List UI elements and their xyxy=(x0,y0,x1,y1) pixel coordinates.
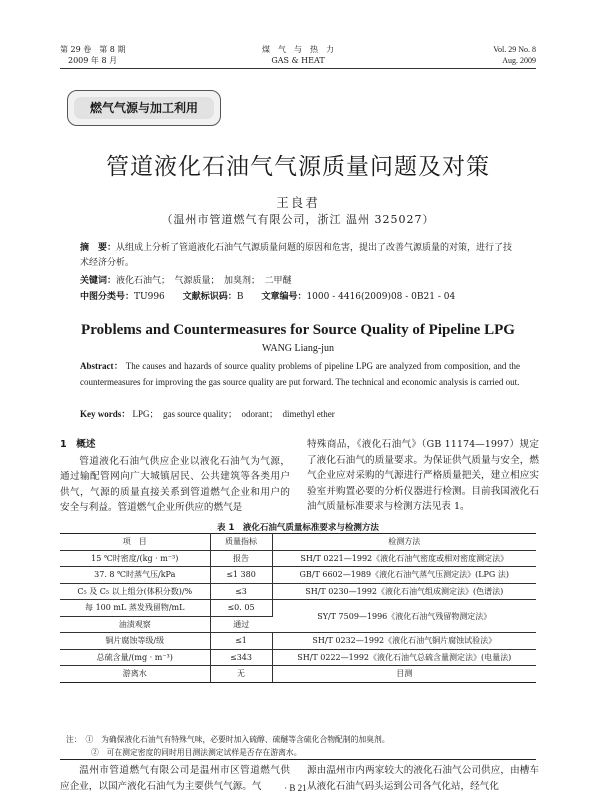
table-header-cell: 项 目 xyxy=(60,534,210,551)
table-cell: SH/T 0222—1992《液化石油气总硫含量测定法》(电量法) xyxy=(272,649,536,666)
table-cell: 目测 xyxy=(272,666,536,683)
table-cell: C₅ 及 C₅ 以上组分(体积分数)/% xyxy=(60,583,210,600)
table-cell: ≤343 xyxy=(210,649,272,666)
table-cell: 15 ℃时密度/(kg · m⁻³) xyxy=(60,550,210,567)
table-row xyxy=(60,649,536,666)
table-cell: ≤1 380 xyxy=(210,567,272,584)
table-cell: SH/T 0221—1992《液化石油气密度或相对密度测定法》 xyxy=(272,550,536,567)
header-center-line2: GAS & HEAT xyxy=(271,56,325,65)
note-item: ① 为确保液化石油气有特殊气味，必要时加入硫醇、硫醚等含硫化合物配制的加臭剂。 xyxy=(85,735,390,744)
notes-label: 注： xyxy=(66,735,78,744)
article-no-label: 文章编号： xyxy=(261,292,307,302)
section1-right-text: 特殊商品，《液化石油气》（GB 11174—1997）规定了液化石油气的质量要求。为保证供气质量与安全，燃气企业应对采购的气源进行严格质量把关，建立相应实验室并购置必要的分析仪器进行检测。目前我国液化石油气质量标准要求与检测方法见表 1。 xyxy=(307,439,539,513)
classification-line xyxy=(80,290,520,305)
header-center-line1: 煤 气 与 热 力 xyxy=(262,45,334,54)
author-cn: 王良君 xyxy=(276,195,320,210)
abstract-en-label: Abstract： xyxy=(80,361,124,371)
table-cell: 总硫含量/(mg · m⁻³) xyxy=(60,649,210,666)
abstract-cn-text: 从组成上分析了管道液化石油气气源质量问题的原因和危害，提出了改善气源质量的对策，进行了技术经济分析。 xyxy=(80,243,513,268)
table-cell: SH/T 0232—1992《液化石油气铜片腐蚀试验法》 xyxy=(272,633,536,650)
table1 xyxy=(60,533,536,683)
section1-heading: 1 概述 xyxy=(60,439,96,450)
author-en: WANG Liang-jun xyxy=(262,343,334,354)
table-cell: 铜片腐蚀等级/级 xyxy=(60,633,210,650)
table-cell: 游离水 xyxy=(60,666,210,683)
abstract-cn xyxy=(80,241,520,271)
table-cell: 报告 xyxy=(210,550,272,567)
doc-code-label: 文献标识码： xyxy=(182,292,237,302)
doc-code-value: B xyxy=(236,292,244,302)
table-row xyxy=(60,666,536,683)
table-cell: 37. 8 ℃时蒸气压/kPa xyxy=(60,567,210,584)
table1-bottom-rule xyxy=(60,759,536,760)
table-row xyxy=(60,600,536,617)
table-cell: ≤0. 05 xyxy=(210,600,272,617)
keywords-cn-label: 关键词： xyxy=(80,276,117,286)
paper-title-en: Problems and Countermeasures for Source Quality of Pipeline LPG xyxy=(81,322,515,338)
table-cell: SH/T 0230—1992《液化石油气组成测定法》(色谱法) xyxy=(272,583,536,600)
table-row xyxy=(60,550,536,567)
clc-value: TU996 xyxy=(134,292,165,302)
header-right-line2: Aug. 2009 xyxy=(502,56,536,65)
affiliation-cn: （温州市管道燃气有限公司，浙江 温州 325027） xyxy=(161,213,435,226)
journal-volume-en xyxy=(493,44,536,66)
header-rule xyxy=(60,68,536,69)
note-item: ② 可在测定密度的同时用目测法测定试样是否存在游离水。 xyxy=(91,747,302,757)
table-cell: 无 xyxy=(210,666,272,683)
table-row xyxy=(60,583,536,600)
clc-label: 中图分类号： xyxy=(80,292,135,302)
table-cell: GB/T 6602—1989《液化石油气蒸气压测定法》(LPG 法) xyxy=(272,567,536,584)
keywords-en xyxy=(80,406,520,422)
section1-left xyxy=(60,437,290,516)
keywords-cn-text: 液化石油气； 气源质量； 加臭剂； 二甲醚 xyxy=(116,276,292,286)
table-cell: 油渍观察 xyxy=(60,616,210,633)
table-row xyxy=(60,633,536,650)
article-no-value: 1000 - 4416(2009)08 - 0B21 - 04 xyxy=(306,292,456,302)
abstract-cn-label: 摘 要： xyxy=(80,243,117,253)
table-header-row xyxy=(60,534,536,551)
section1-left-text: 管道液化石油气供应企业以液化石油气为气源，通过输配管网向广大城镇居民、公共建筑等各类用户供气，气源的质量直接关系到管道燃气企业和用户的安全与利益。管道燃气企业所供应的燃气是 xyxy=(60,455,290,514)
table1-caption: 表 1 液化石油气质量标准要求与检测方法 xyxy=(217,523,379,533)
header-left-line2: 2009 年 8 月 xyxy=(68,56,118,65)
keywords-en-label: Key words： xyxy=(80,409,131,419)
table-header-cell: 质量指标 xyxy=(210,534,272,551)
table-header-cell: 检测方法 xyxy=(272,534,536,551)
keywords-cn xyxy=(80,274,520,289)
paper-title-cn: 管道液化石油气气源质量问题及对策 xyxy=(106,154,490,180)
header-right-line1: Vol. 29 No. 8 xyxy=(493,45,536,54)
abstract-en-text: The causes and hazards of source quality problems of pipeline LPG are analyzed from composition, and the countermeasures for improving the gas source quality are put forward. The technical and economic analysis is carried out. xyxy=(80,361,521,387)
table-cell: ≤1 xyxy=(210,633,272,650)
table-cell: 每 100 mL 蒸发残留物/mL xyxy=(60,600,210,617)
table-row xyxy=(60,567,536,584)
abstract-en xyxy=(80,358,520,390)
table-cell: 通过 xyxy=(210,616,272,633)
page-number: · B 21 · xyxy=(284,783,312,793)
table-cell: ≤3 xyxy=(210,583,272,600)
section-tag-label: 燃气气源与加工利用 xyxy=(74,97,214,119)
keywords-en-text: LPG； gas source quality； odorant； dimethyl ether xyxy=(132,409,335,419)
table1-notes xyxy=(66,734,536,759)
header-left-line1: 第 29 卷 第 8 期 xyxy=(60,45,126,54)
bottom-right-text: 源由温州市内两家较大的液化石油气公司供应，由槽车从液化石油气码头运到公司各气化站，经气化 xyxy=(307,765,539,792)
section-tag xyxy=(67,90,221,126)
bottom-left-text: 温州市管道燃气有限公司是温州市区管道燃气供应企业，以国产液化石油气为主要供气气源。气 xyxy=(60,765,290,792)
table-cell-merged: SY/T 7509—1996《液化石油气残留物测定法》 xyxy=(272,600,536,633)
